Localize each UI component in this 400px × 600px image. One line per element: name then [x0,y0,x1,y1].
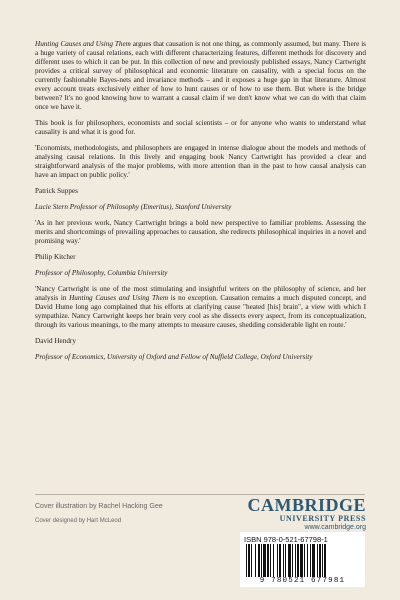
endorser-title-hendry: Professor of Economics, University of Oxford and Fellow of Nuffield College, Oxford University [35,353,313,361]
description-paragraph-1 [35,40,366,112]
illustration-credit: Cover illustration by Rachel Hacking Gee [35,503,163,510]
hendry-quote-part2: is no exception. Causation remains a much disputed concept, and David Hume long ago complained that his efforts at clarifying cause "heated [his] brain", a view with which I sympathize. Nancy Cartwright keeps her brain very cool as she dissects every aspect, from its conceptualization, through its various meanings, to the many attempts to measure causes, shedding considerable light en route.' [35,294,366,329]
barcode-icon [244,544,361,577]
publisher-logo [236,496,366,532]
book-title-italic: Hunting Causes and Using Them [35,40,131,48]
blurb-column [35,40,366,369]
hendry-quote-title: Hunting Causes and Using Them [69,294,169,302]
publisher-name: CAMBRIDGE [247,495,366,515]
hendry-quote-part1: 'Nancy Cartwright is one of the most stimulating and insightful writers on the philosophy of science, and her analysis in [35,285,366,302]
endorser-name-kitcher: Philip Kitcher [35,253,76,261]
endorser-title-kitcher: Professor of Philosophy, Columbia University [35,269,168,277]
design-credit: Cover designed by Hart McLeod [35,518,122,524]
description-paragraph-2: This book is for philosophers, economists and social scientists – or for anyone who wants to understand what causality is and what it is good for. [35,119,366,136]
endorser-name-suppes: Patrick Suppes [35,187,78,195]
endorsement-quote-suppes: 'Economists, methodologists, and philosophers are engaged in intense dialogue about the models and methods of analysing causal relations. In this lively and engaging book Nancy Cartwright has provided a clear and straightforward analysis of the major problems, with more attention than in the past to how causal analysis can have an impact on public policy.' [35,144,366,179]
endorser-title-suppes: Lucie Stern Professor of Philosophy (Emeritus), Stanford University [35,203,232,211]
endorsement-quote-kitcher: 'As in her previous work, Nancy Cartwright brings a bold new perspective to familiar problems. Assessing the merits and shortcomings of prevailing approaches to causation, she redirects philosophical inquiries in a novel and promising way.' [35,219,366,245]
isbn-barcode-panel [240,532,365,587]
isbn-label: ISBN 978-0-521-67798-1 [244,535,328,544]
description-text: argues that causation is not one thing, as commonly assumed, but many. There is a huge variety of causal relations, each with different characterizing features, different methods for discovery and different uses to which it can be put. In this collection of new and previously published essays, Nancy Cartwright provides a critical survey of philosophical and economic literature on causality, with a special focus on the currently fashionable Bayes-nets and invariance methods – and it exposes a huge gap in that literature. Almost every account treats exclusively either of how to hunt causes or of how to use them. But where is the bridge between? It's no good knowing how to warrant a causal claim if we don't know what we can do with that claim once we have it. [35,40,366,111]
endorser-name-hendry: David Hendry [35,337,76,345]
publisher-subtitle: UNIVERSITY PRESS [279,514,366,523]
publisher-url: www.cambridge.org [304,524,366,531]
barcode-digits: 9 780521 677981 [259,577,346,585]
endorsement-quote-hendry [35,285,366,330]
